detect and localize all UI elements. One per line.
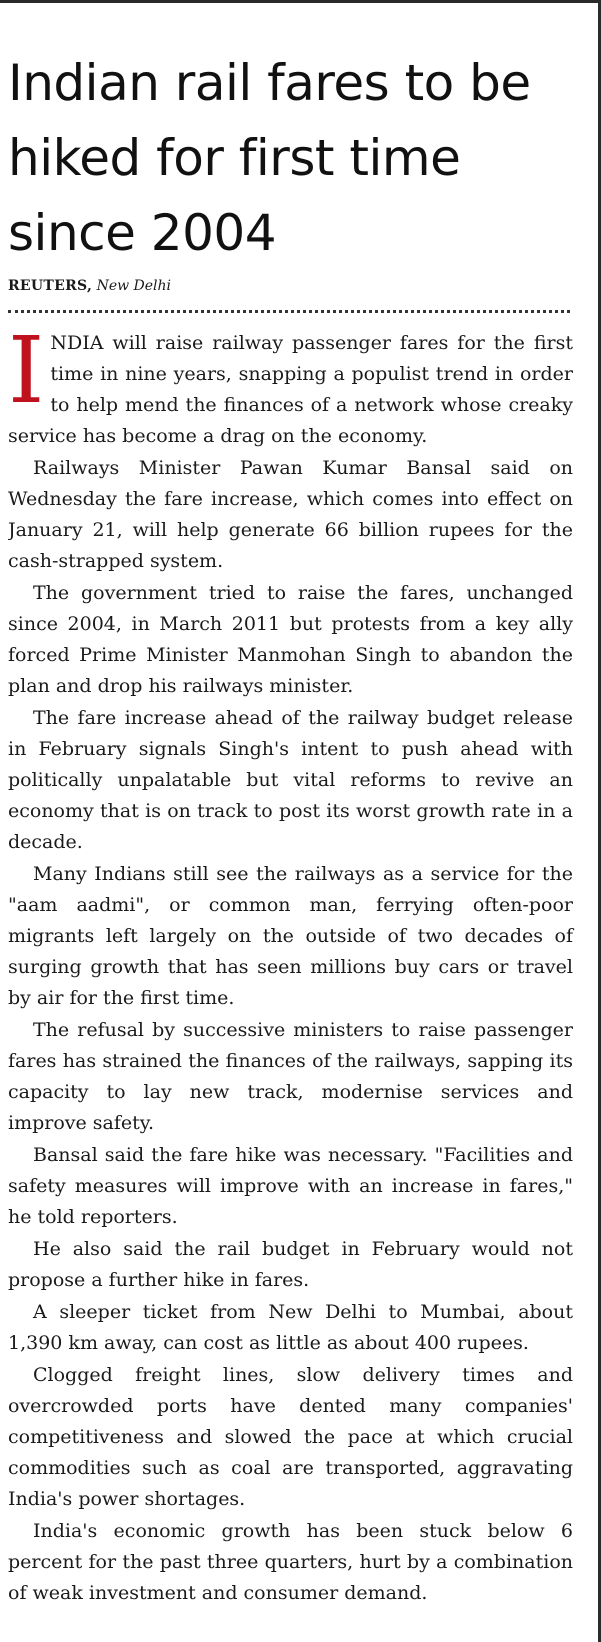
paragraph: Bansal said the fare hike was necessary. "Facilities and safety measures will improve with an increase in fares," he told reporters. bbox=[8, 1144, 573, 1228]
paragraph: Clogged freight lines, slow delivery times and overcrowded ports have dented many companies' competitiveness and slowed the pace at which crucial commodities such as coal are transported, aggravating India's power shortages. bbox=[8, 1364, 573, 1510]
paragraph: The government tried to raise the fares, unchanged since 2004, in March 2011 but protests from a key ally forced Prime Minister Manmohan Singh to abandon the plan and drop his railways minister. bbox=[8, 582, 573, 697]
article-body bbox=[8, 317, 573, 1609]
top-rule bbox=[0, 0, 601, 3]
byline-place: New Delhi bbox=[96, 278, 172, 294]
paragraph: The refusal by successive ministers to raise passenger fares has strained the finances of the railways, sapping its capacity to lay new track, modernise services and improve safety. bbox=[8, 1019, 573, 1134]
paragraph: India's economic growth has been stuck below 6 percent for the past three quarters, hurt by a combination of weak investment and consumer demand. bbox=[8, 1520, 573, 1604]
dotted-divider bbox=[8, 310, 570, 313]
paragraph: The fare increase ahead of the railway budget release in February signals Singh's intent to push ahead with politically unpalatable but vital reforms to revive an economy that is on track to post its worst growth rate in a decade. bbox=[8, 707, 573, 853]
paragraph: Railways Minister Pawan Kumar Bansal said on Wednesday the fare increase, which comes into effect on January 21, will help generate 66 billion rupees for the cash-strapped system. bbox=[8, 457, 573, 572]
byline-agency: REUTERS, bbox=[8, 278, 93, 294]
drop-cap: I bbox=[8, 317, 45, 424]
lead-text: NDIA will raise railway passenger fares for the first time in nine years, snapping a populist trend in order to help mend the finances of a network whose creaky service has become a drag on the economy. bbox=[8, 332, 573, 447]
lead-paragraph bbox=[8, 317, 573, 452]
paragraph: He also said the rail budget in February would not propose a further hike in fares. bbox=[8, 1238, 573, 1291]
headline: Indian rail fares to be hiked for first time since 2004 bbox=[8, 54, 531, 262]
paragraph: A sleeper ticket from New Delhi to Mumbai, about 1,390 km away, can cost as little as about 400 rupees. bbox=[8, 1301, 573, 1354]
byline bbox=[8, 276, 588, 296]
article bbox=[8, 46, 588, 1638]
paragraph: Many Indians still see the railways as a service for the "aam aadmi", or common man, ferrying often-poor migrants left largely on the outside of two decades of surging growth that has seen millions buy cars or travel by air for the first time. bbox=[8, 863, 573, 1009]
